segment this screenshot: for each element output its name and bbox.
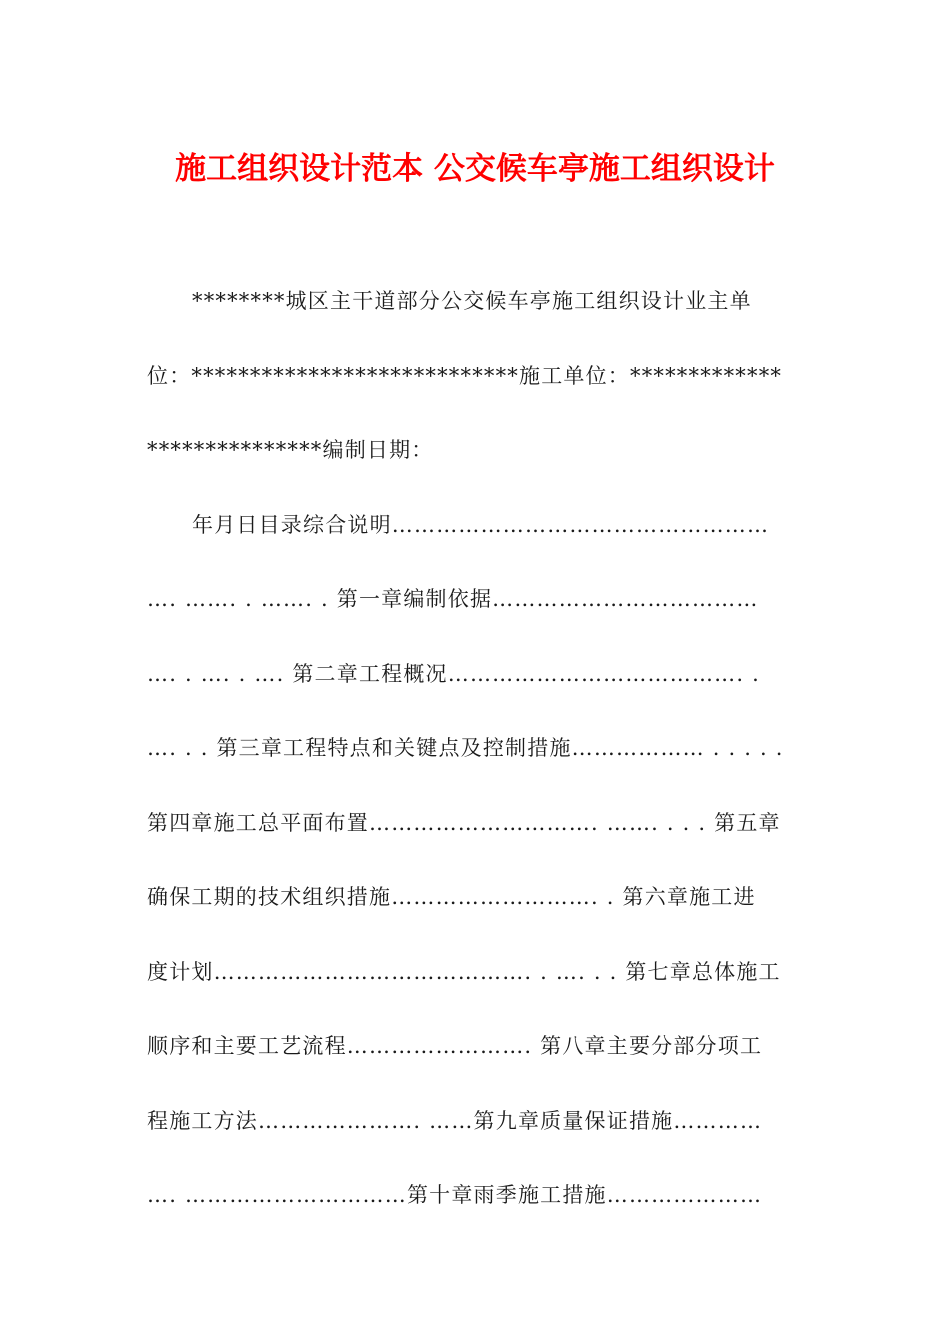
body-line: 年月日目录综合说明…………………………………………… <box>192 513 770 537</box>
body-line: …. . …. . …. 第二章工程概况…………………………………. . <box>147 662 760 686</box>
body-line: 确保工期的技术组织措施………………………. . 第六章施工进 <box>147 885 756 909</box>
body-line: 位：****************************施工单位：************* <box>147 364 783 388</box>
body-line: 程施工方法…………………. ……第九章质量保证措施………… <box>147 1109 763 1133</box>
body-line: 第四章施工总平面布置…………………………. ……. . . . 第五章 <box>147 811 781 835</box>
body-line: ***************编制日期： <box>147 438 434 462</box>
body-line: …. . . 第三章工程特点和关键点及控制措施……………… . . . . . <box>147 736 784 760</box>
body-line: 顺序和主要工艺流程……………………. 第八章主要分部分项工 <box>147 1034 763 1058</box>
body-line: …. ……. . ……. . 第一章编制依据……………………………… <box>147 587 759 611</box>
body-line: 度计划……………………………………. . …. . . 第七章总体施工 <box>147 960 781 984</box>
body-line: ********城区主干道部分公交候车亭施工组织设计业主单 <box>192 289 752 313</box>
document-title: 施工组织设计范本 公交候车亭施工组织设计 <box>175 151 775 187</box>
body-line: …. …………………………第十章雨季施工措施………………… <box>147 1183 763 1207</box>
